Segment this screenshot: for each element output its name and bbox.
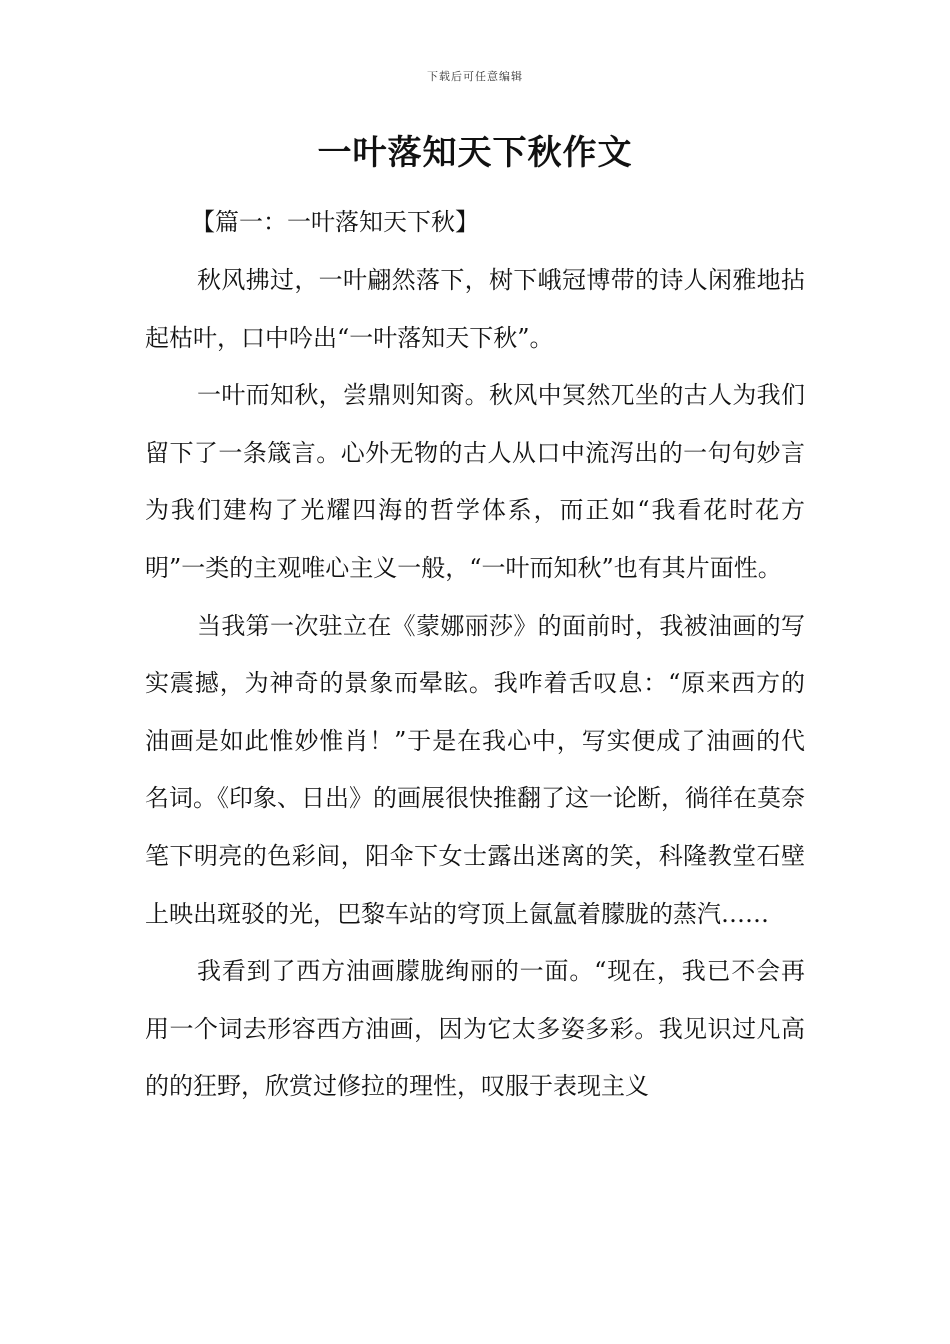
paragraph-3: 当我第一次驻立在《蒙娜丽莎》的面前时，我被油画的写实震撼，为神奇的景象而晕眩。我咋着舌叹息：“原来西方的油画是如此惟妙惟肖！”于是在我心中，写实便成了油画的代名词。《印象、日出》的画展很快推翻了这一论断，徜徉在莫奈笔下明亮的色彩间，阳伞下女士露出迷离的笑，科隆教堂石壁上映出斑驳的光，巴黎车站的穹顶上氤氲着朦胧的蒸汽…… [145,611,805,928]
section-heading: 【篇一：一叶落知天下秋】 [191,208,479,236]
paragraph-2: 一叶而知秋，尝鼎则知脔。秋风中冥然兀坐的古人为我们留下了一条箴言。心外无物的古人从口中流泻出的一句句妙言为我们建构了光耀四海的哲学体系，而正如“我看花时花方明”一类的主观唯心主义一般，“一叶而知秋”也有其片面性。 [145,381,805,582]
document-title: 一叶落知天下秋作文 [317,133,633,173]
paragraph-4: 我看到了西方油画朦胧绚丽的一面。“现在，我已不会再用一个词去形容西方油画，因为它太多姿多彩。我见识过凡高的的狂野，欣赏过修拉的理性，叹服于表现主义 [145,957,805,1101]
paragraph-1: 秋风拂过，一叶翩然落下，树下峨冠博带的诗人闲雅地拈起枯叶，口中吟出“一叶落知天下秋”。 [145,266,805,352]
header-note: 下载后可任意编辑 [427,70,523,83]
body-text [145,252,805,1116]
